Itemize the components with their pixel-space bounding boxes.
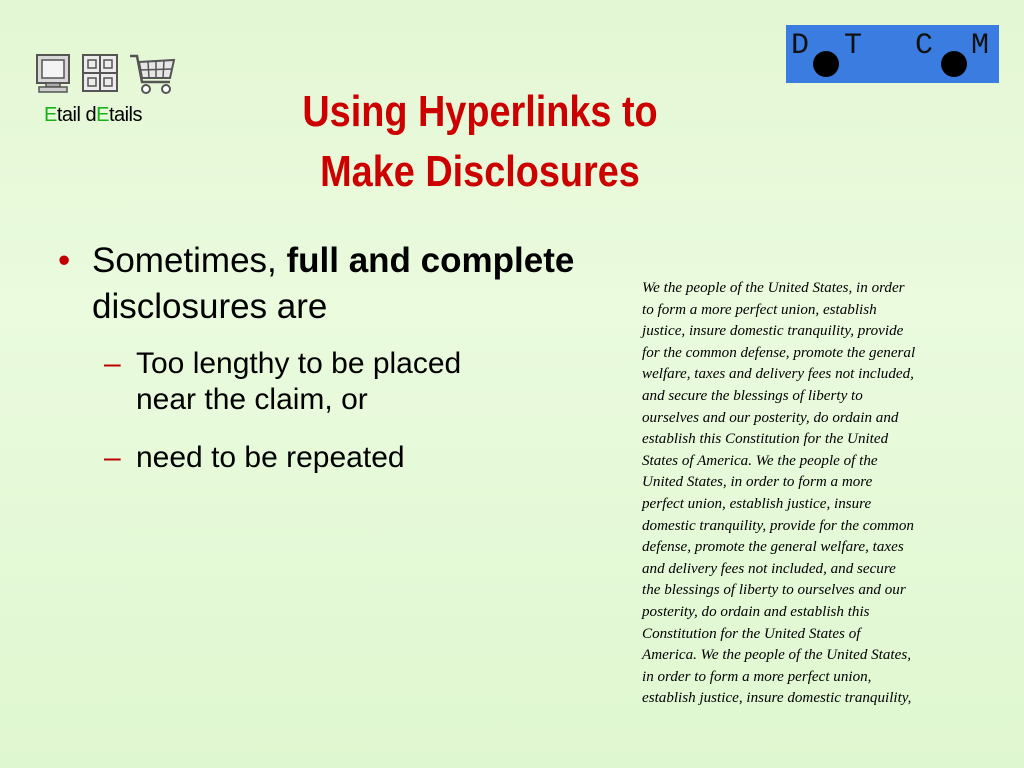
bullet-item — [58, 238, 598, 330]
brand-letter-e: E — [96, 104, 109, 126]
brand-text: tail d — [56, 104, 97, 126]
network-icon — [80, 52, 120, 99]
brand-letter-e: E — [44, 104, 57, 126]
disclosure-text-block: We the people of the United States, in order to form a more perfect union, establish justice, insure domestic tranquility, provide for the common defense, promote the general welfare, taxes and delivery fees not included, and secure the blessings of liberty to ourselves and our posterity, do ordain and establish this Constitution for the United States of America. We the people of the United States, in order to form a more perfect union, establish justice, insure domestic tranquility, provide for the common defense, promote the general welfare, taxes and delivery fees not included, and secure the blessings of liberty to ourselves and our posterity, do ordain and establish this Constitution for the United States of America. We the people of the United States, in order to form a more perfect union, establish justice, insure domestic tranquility, — [642, 280, 916, 707]
dot-icon — [813, 51, 839, 77]
bullet-marker: • — [58, 241, 71, 280]
shopping-cart-icon — [128, 50, 178, 101]
computer-icon — [34, 52, 72, 99]
sub-bullet-text: need to be repeated — [136, 441, 405, 474]
sub-bullet-marker: – — [104, 441, 121, 474]
bullet-list — [58, 238, 598, 476]
sub-bullet-item — [58, 440, 496, 476]
logo-icons — [34, 50, 178, 101]
slide-title-line: Make Disclosures — [320, 147, 640, 196]
sub-bullet-marker: – — [104, 347, 121, 380]
bullet-text: Sometimes, — [92, 241, 287, 280]
slide-title — [265, 82, 695, 202]
bullet-text: disclosures are — [92, 287, 328, 326]
sub-bullet-item — [58, 346, 496, 418]
sub-bullet-text: Too lengthy to be placed near the claim, or — [136, 347, 462, 416]
brand-text: tails — [108, 104, 143, 126]
dotcom-letter: C — [915, 29, 934, 63]
dotcom-letter: D — [791, 29, 810, 63]
slide-title-line: Using Hyperlinks to — [302, 87, 658, 136]
dotcom-logo — [786, 25, 999, 83]
bullet-bold-text: full and complete — [286, 241, 575, 280]
dot-icon — [941, 51, 967, 77]
dotcom-letter: M — [971, 29, 990, 63]
brand-name — [44, 104, 142, 127]
dotcom-letter: T — [844, 29, 863, 63]
